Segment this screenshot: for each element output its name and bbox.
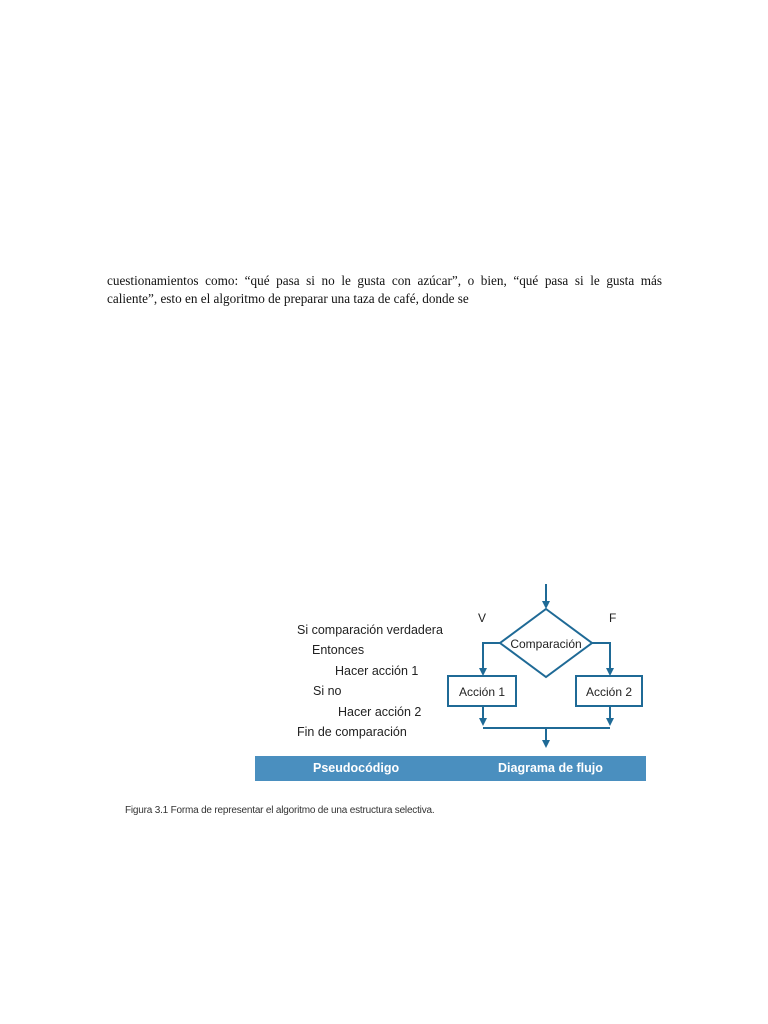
paragraph-line-1: cuestionamientos como: “qué pasa si no le gusta con azúcar”, o bien, “qué pasa si le gusta más (107, 273, 662, 288)
paragraph-line-2: caliente”, esto en el algoritmo de preparar una taza de café, donde se (107, 291, 469, 306)
false-label: F (609, 611, 617, 625)
action1-label: Acción 1 (458, 685, 506, 699)
action2-label: Acción 2 (585, 685, 633, 699)
pseudocode-line-action2: Hacer acción 2 (338, 705, 422, 719)
banner-flowchart-label: Diagrama de flujo (498, 761, 603, 775)
false-branch-arrow (592, 643, 610, 672)
flowchart-diagram (430, 582, 660, 754)
body-paragraph (107, 272, 662, 308)
pseudocode-line-if: Si comparación verdadera (297, 623, 443, 637)
figure-caption: Figura 3.1 Forma de representar el algoritmo de una estructura selectiva. (125, 805, 435, 816)
pseudocode-line-end: Fin de comparación (297, 725, 407, 739)
banner-pseudocode-label: Pseudocódigo (313, 761, 400, 775)
figure-banner (255, 756, 646, 781)
pseudocode-line-then: Entonces (312, 643, 365, 657)
true-branch-arrow (483, 643, 500, 672)
pseudocode-line-else: Si no (313, 684, 342, 698)
true-label: V (478, 611, 487, 625)
pseudocode-line-action1: Hacer acción 1 (335, 664, 419, 678)
decision-label: Comparación (510, 637, 582, 651)
